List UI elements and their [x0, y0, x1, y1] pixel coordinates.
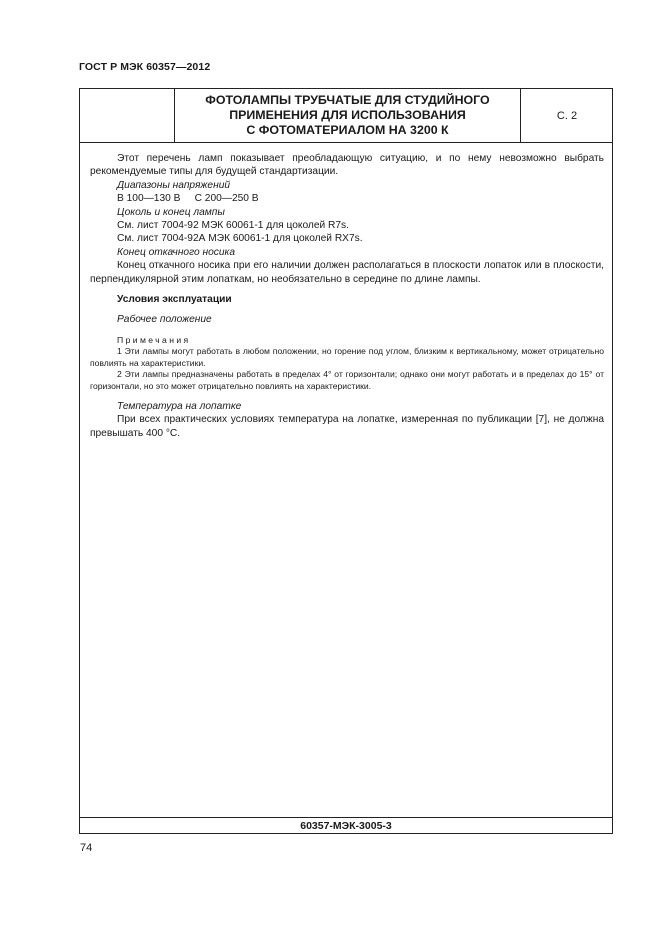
cap-heading: Цоколь и конец лампы [117, 206, 225, 218]
sheet-content [90, 152, 604, 440]
sheet-title [205, 93, 489, 138]
document-code: ГОСТ Р МЭК 60357—2012 [79, 61, 211, 73]
note-1: 1 Эти лампы могут работать в любом положении, но горение под углом, близким к вертикальному, может отрицательно повлиять на характеристики. [90, 346, 604, 368]
operating-position-heading: Рабочее положение [117, 314, 212, 326]
header-empty-cell [80, 89, 175, 142]
title-line: ПРИМЕНЕНИЯ ДЛЯ ИСПОЛЬЗОВАНИЯ [229, 108, 466, 122]
sheet-frame [79, 88, 613, 834]
note-2: 2 Эти лампы предназначены работать в пределах 4° от горизонтали; однако они могут работать и в пределах до 15° от горизонтали, но это может отрицательно повлиять на характеристики. [90, 369, 604, 391]
voltage-heading: Диапазоны напряжений [117, 179, 231, 191]
cap-line-2: См. лист 7004-92А МЭК 60061-1 для цоколей RX7s. [117, 233, 363, 245]
page-number: 74 [80, 842, 93, 854]
title-line: ФОТОЛАМПЫ ТРУБЧАТЫЕ ДЛЯ СТУДИЙНОГО [205, 93, 490, 107]
sheet-footer-code: 60357-МЭК-3005-3 [80, 817, 612, 833]
temperature-heading: Температура на лопатке [117, 400, 242, 412]
tip-heading: Конец откачного носика [117, 246, 236, 258]
notes-label: Примечания [117, 334, 191, 345]
header-title-cell [175, 89, 521, 142]
cap-line-1: См. лист 7004-92 МЭК 60061-1 для цоколей R7s. [117, 220, 349, 232]
sheet-header [80, 89, 612, 143]
title-line: С ФОТОМАТЕРИАЛОМ НА 3200 К [246, 123, 449, 137]
temperature-paragraph: При всех практических условиях температура на лопатке, измеренная по публикации [7], не должна превышать 400 °С. [90, 414, 604, 439]
sheet-number: С. 2 [556, 109, 578, 122]
voltage-values: В 100—130 В С 200—250 В [117, 193, 259, 205]
operating-conditions-heading: Условия эксплуатации [117, 294, 232, 306]
tip-paragraph: Конец откачного носика при его наличии должен располагаться в плоскости лопаток или в плоскости, перпендикулярной этим лопаткам, но необязательно в середине по длине лампы. [90, 260, 604, 285]
intro-paragraph: Этот перечень ламп показывает преобладающую ситуацию, и по нему невозможно выбрать рекомендуемые типы для будущей стандартизации. [90, 153, 604, 178]
